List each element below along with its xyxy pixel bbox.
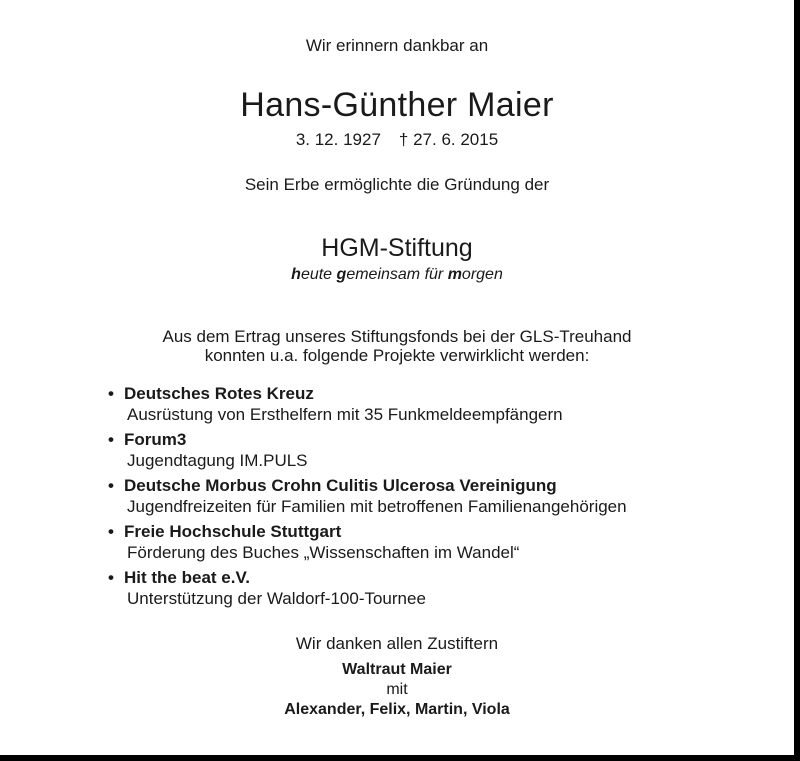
bullet-icon: • [108, 568, 114, 587]
heir-text: Sein Erbe ermöglichte die Gründung der [244, 175, 550, 194]
bullet-icon: • [108, 430, 114, 449]
life-dates [0, 130, 794, 150]
project-description: Jugendfreizeiten für Familien mit betroffenen Familienangehörigen [127, 497, 627, 516]
motto-initial-g: g [336, 266, 347, 283]
project-item [108, 522, 627, 568]
family-names: Alexander, Felix, Martin, Viola [284, 701, 510, 718]
motto-word-1: eute [300, 266, 337, 283]
death-date: † 27. 6. 2015 [398, 130, 499, 149]
motto-initial-h: h [291, 266, 301, 283]
project-title: Freie Hochschule Stuttgart [124, 522, 342, 541]
project-title: Deutsche Morbus Crohn Culitis Ulcerosa Vereinigung [124, 476, 557, 495]
motto-word-2: emeinsam für [346, 266, 448, 283]
project-description: Jugendtagung IM.PULS [127, 451, 308, 470]
project-title: Deutsches Rotes Kreuz [124, 384, 314, 403]
project-item [108, 568, 627, 614]
project-item [108, 384, 627, 430]
thanks-text: Wir danken allen Zustiftern [295, 634, 499, 653]
project-item [108, 430, 627, 476]
project-item [108, 476, 627, 522]
motto-initial-m: m [447, 266, 462, 283]
yield-text-line-1: Aus dem Ertrag unseres Stiftungsfonds bei der GLS-Treuhand [162, 327, 632, 346]
project-description: Unterstützung der Waldorf-100-Tournee [127, 589, 426, 608]
bullet-icon: • [108, 522, 114, 541]
foundation-motto [0, 266, 794, 284]
birth-date: 3. 12. 1927 [295, 130, 381, 149]
with-text: mit [386, 681, 408, 698]
project-description: Ausrüstung von Ersthelfern mit 35 Funkmeldeempfängern [127, 405, 563, 424]
bullet-icon: • [108, 476, 114, 495]
motto-word-3: orgen [461, 266, 503, 283]
intro-text: Wir erinnern dankbar an [305, 36, 489, 55]
signer-name: Waltraut Maier [342, 661, 452, 678]
yield-text-line-2: konnten u.a. folgende Projekte verwirklicht werden: [204, 346, 590, 365]
foundation-name: HGM-Stiftung [321, 234, 473, 262]
project-title: Hit the beat e.V. [124, 568, 250, 587]
project-list [108, 384, 627, 614]
deceased-name: Hans-Günther Maier [240, 86, 554, 124]
bullet-icon: • [108, 384, 114, 403]
project-title: Forum3 [124, 430, 187, 449]
project-description: Förderung des Buches „Wissenschaften im Wandel“ [127, 543, 520, 562]
